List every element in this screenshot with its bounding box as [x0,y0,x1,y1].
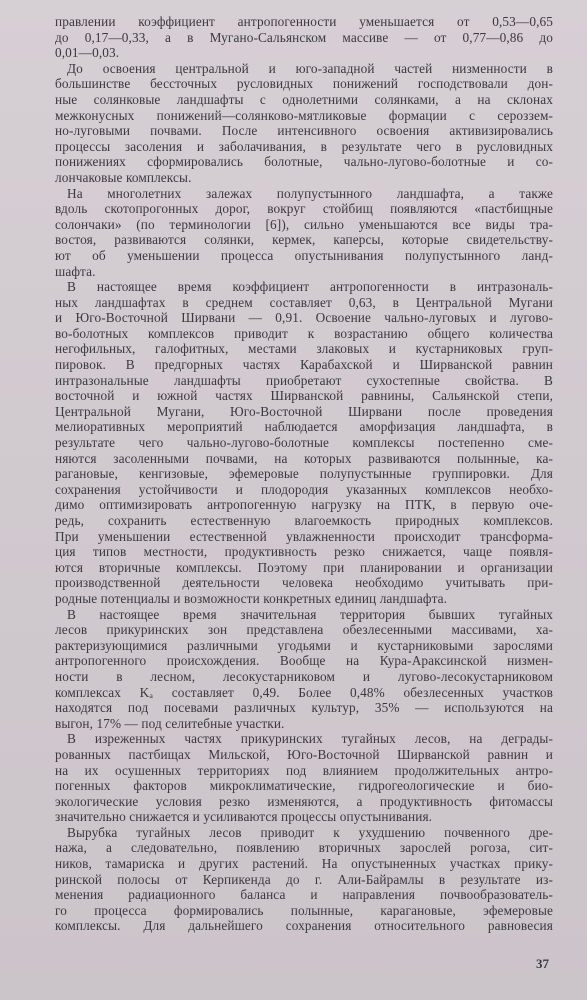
text-line: рагановые, кенгизовые, эфемеровые полупустынные группировки. Для [55,466,553,482]
text-line: нажа, а следовательно, появлению вторичных зарослей рогоза, сит- [55,840,553,856]
text-line: сохранения устойчивости и плодородия указанных комплексов необхо- [55,481,553,497]
text-line: димо оптимизировать антропогенную нагрузку на ПТК, в первую оче- [55,497,553,513]
text-line: комплексы. Для дальнейшего сохранения относительного равновесия [55,918,553,934]
text-line: шафта. [55,263,96,279]
text-line: лесов прикуринских зон представлена обезлесенными массивами, ха- [55,622,553,638]
text-line: комплексах Kₐ составляет 0,49. Более 0,48% обезлесенных участков [55,684,553,700]
text-line: до 0,17—0,33, а в Мугано-Сальянском массиве — от 0,77—0,86 до [55,29,553,45]
text-line: находятся под посевами различных культур, 35% — используются на [55,700,553,716]
text-line: экологические условия резко изменяются, а продуктивность фитомассы [55,793,553,809]
text-line: процессы засоления и заболачивания, в результате чего в русловидных [55,138,553,154]
text-line: рованных пастбищах Мильской, Юго-Восточной Ширванской равнин и [55,746,553,762]
text-line: во-болотных комплексов приводит к возрастанию общего количества [55,325,553,341]
text-line: значительно снижается и усиливаются процессы опустынивания. [55,809,433,825]
text-line: менения радиационного баланса и направления почвообразователь- [55,887,553,903]
text-line: ников, тамариска и других растений. На опустыненных участках прику- [55,856,553,872]
text-line: межконусных понижений—солянково-мятликовые формации с сероззем- [55,107,553,123]
text-line: ринской полосы от Керпикенда до г. Али-Байрамлы в результате из- [55,871,553,887]
text-line: интразональные ландшафты приобретают сухостепные свойства. В [55,372,553,388]
text-line: До освоения центральной и юго-западной частей низменности в [67,60,553,76]
text-line: пировок. В предгорных частях Карабахской и Ширванской равнин [55,357,553,373]
text-line: правлении коэффициент антропогенности уменьшается от 0,53—0,65 [55,14,553,29]
text-line: редь, сохранить естественную влагоемкость природных комплексов. [55,513,553,528]
text-line: антропогенного происхождения. Вообще на Кура-Араксинской низмен- [55,653,553,669]
text-line: родные потенциалы и возможности конкретных единиц ландшафта. [55,590,448,606]
text-line: ные солянковые ландшафты с однолетними солянками, а на склонах [55,91,553,107]
text-line: выгон, 17% — под селитебные участки. [55,715,285,731]
text-line: большинстве бессточных русловидных понижений господствовали дон- [55,76,553,92]
text-line: 0,01—0,03. [55,45,120,61]
text-line: В настоящее время коэффициент антропогенности в интразональ- [67,279,553,295]
text-line: результате чего чально-лугово-болотные комплексы постепенно сме- [55,435,553,451]
text-line: вдоль скотопрогонных дорог, вокруг стойбищ появляются «пастбищные [55,201,553,217]
text-line: лончаковые комплексы. [55,169,192,185]
text-line: понижениях сформировались болотные, чально-лугово-болотные и со- [55,154,553,170]
text-line: ются вторичные комплексы. Поэтому при планировании и организации [55,559,553,575]
text-line: негофильных, галофитных, местами злаковых и кустарниковых груп- [55,341,553,357]
text-line: производственной деятельности человека необходимо учитывать при- [55,575,553,591]
text-line: В изреженных частях прикуринских тугайных лесов, на деграды- [67,731,553,747]
text-line: востоя, развиваются солянки, кермек, каперсы, которые свидетельству- [55,232,553,248]
text-line: ют об уменьшении процесса опустынивания полупустынного ланд- [55,247,553,263]
text-line: го процесса формировались полынные, карагановые, эфемеровые [55,902,553,918]
body-text [55,14,553,934]
text-line: погенных факторов микроклиматические, гидрогеологические и био- [55,778,553,794]
text-line: и Юго-Восточной Ширвани — 0,91. Освоение чально-луговых и лугово- [55,310,553,326]
text-line: рактеризующимися различными угодьями и кустарниковыми зарослями [55,637,553,653]
text-line: но-луговыми почвами. После интенсивного освоения активизировались [55,123,553,139]
text-line: няются засоленными почвами, на которых развиваются полынные, ка- [55,450,553,466]
text-line: На многолетних залежах полупустынного ландшафта, а также [67,185,553,201]
text-line: Центральной Мугани, Юго-Восточной Ширвани после проведения [55,403,553,419]
text-line: на их осушенных территориях под влиянием продолжительных антро- [55,762,553,778]
text-line: восточной и южной частях Ширванской равнины, Сальянской степи, [55,388,553,404]
text-line: ности в лесном, лесокустарниковом и лугово-лесокустарниковом [55,668,553,684]
text-line: мелиоративных мероприятий наблюдается аморфизация ландшафта, в [55,419,553,435]
text-line: солончаки» (по терминологии [6]), сильно уменьшаются все виды тра- [55,216,553,232]
text-line: ных ландшафтах в среднем составляет 0,63, в Центральной Мугани [55,294,553,310]
text-line: В настоящее время значительная территория бывших тугайных [67,606,553,622]
text-line: ция типов местности, продуктивность резко снижается, чаще появля- [55,544,553,560]
text-line: При уменьшении естественной увлажненности происходит трансформа- [55,528,553,544]
page-number: 37 [536,956,549,971]
text-line: Вырубка тугайных лесов приводит к ухудшению почвенного дре- [67,824,553,840]
